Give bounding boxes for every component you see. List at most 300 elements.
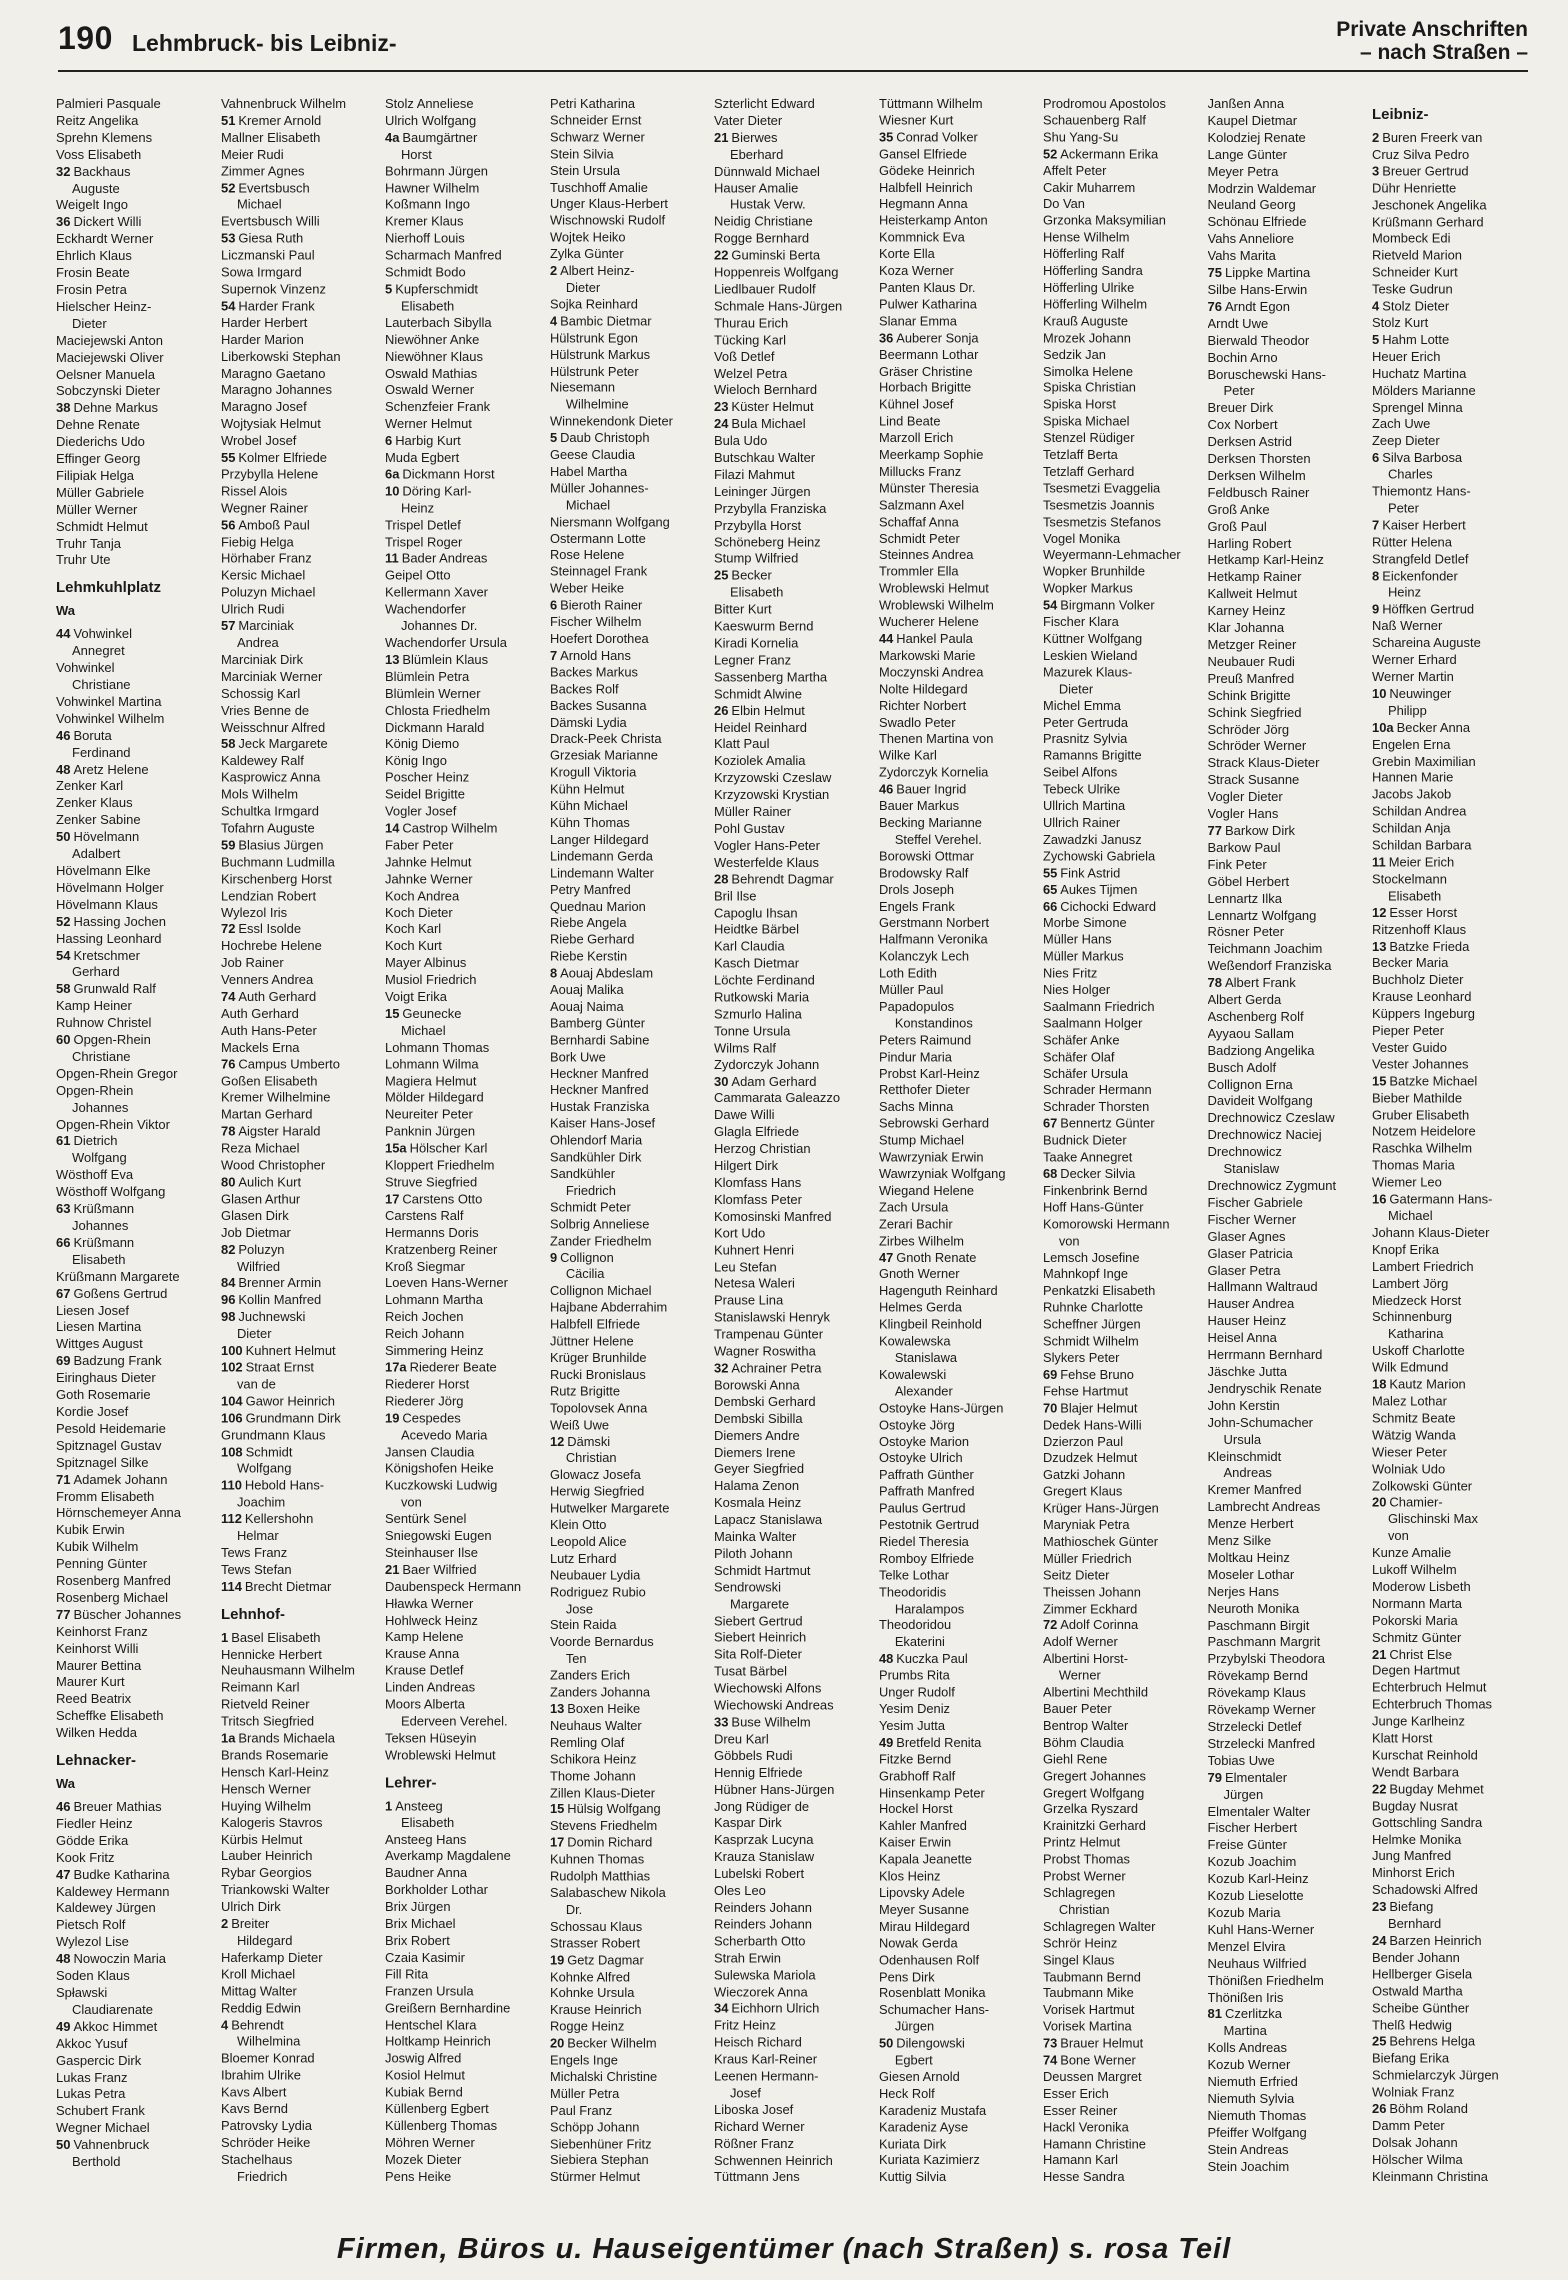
resident-entry: Truhr Ute: [56, 552, 111, 568]
resident-entry: Uskoff Charlotte: [1372, 1343, 1465, 1359]
resident-entry: 68 Decker Silvia: [1042, 1166, 1135, 1182]
resident-entry: Bamberg Günter: [549, 1015, 645, 1031]
resident-entry: Wolniak Franz: [1372, 2084, 1455, 2100]
resident-entry: Wätzig Wanda: [1372, 1427, 1456, 1443]
resident-entry: Mazurek Klaus-: [1042, 664, 1132, 680]
resident-entry: Strah Erwin: [713, 1950, 781, 1966]
resident-entry: Müller Friedrich: [1042, 1550, 1132, 1566]
resident-entry: Jäschke Jutta: [1207, 1363, 1287, 1379]
resident-entry: 52 Ackermann Erika: [1042, 146, 1158, 162]
entry-continuation: Christian: [1058, 1902, 1110, 1917]
resident-entry: Kubik Erwin: [56, 1522, 125, 1538]
resident-entry: Baudner Anna: [384, 1865, 467, 1881]
resident-entry: Höfferling Ulrike: [1042, 279, 1134, 295]
entry-continuation: von: [1058, 1233, 1080, 1248]
resident-entry: Theodoridis: [878, 1584, 946, 1600]
resident-entry: Kellermann Xaver: [384, 584, 488, 600]
entry-continuation: Heinz: [400, 500, 434, 516]
resident-entry: Badziong Angelika: [1207, 1042, 1315, 1058]
house-number: 32: [56, 163, 71, 179]
house-number: 84: [220, 1275, 235, 1291]
resident-entry: Stein Raida: [549, 1617, 616, 1633]
house-number: 79: [1207, 1769, 1222, 1785]
page-range-title: Lehmbruck- bis Leibniz-: [132, 30, 397, 56]
resident-entry: Stump Wilfried: [713, 551, 798, 567]
resident-entry: Gödeke Heinrich: [878, 162, 975, 178]
resident-entry: 77 Büscher Johannes: [56, 1606, 182, 1622]
resident-entry: Müller Johannes-: [549, 480, 649, 496]
resident-entry: Schmidt Peter: [549, 1199, 631, 1215]
resident-entry: Meier Rudi: [220, 146, 284, 162]
resident-entry: Paschmann Margrit: [1207, 1634, 1321, 1650]
resident-entry: Karney Heinz: [1207, 603, 1286, 619]
resident-entry: Derksen Astrid: [1207, 434, 1293, 450]
resident-entry: Niemuth Erfried: [1207, 2074, 1298, 2090]
resident-entry: Stolz Anneliese: [384, 96, 474, 111]
resident-entry: Ruhnke Charlotte: [1042, 1300, 1143, 1315]
resident-entry: Meyer Susanne: [878, 1902, 969, 1917]
resident-entry: Hilgert Dirk: [713, 1158, 778, 1174]
resident-entry: Thönißen Friedhelm: [1207, 1972, 1324, 1988]
resident-entry: 102 Straat Ernst: [220, 1359, 314, 1375]
resident-entry: Fitzke Bernd: [878, 1751, 951, 1767]
house-number: 17: [384, 1191, 399, 1207]
resident-entry: Kolanczyk Lech: [878, 948, 969, 964]
entry-continuation: Michael: [400, 1022, 446, 1038]
resident-entry: 4a Baumgärtner: [384, 129, 477, 145]
resident-entry: Krüger Hans-Jürgen: [1042, 1500, 1159, 1516]
resident-entry: Shu Yang-Su: [1042, 129, 1118, 145]
resident-entry: Wösthoff Eva: [56, 1167, 134, 1183]
entry-continuation: Helmar: [236, 1528, 279, 1544]
resident-entry: 7 Arnold Hans: [549, 647, 631, 663]
resident-entry: Lendzian Robert: [220, 887, 316, 903]
house-number: 48: [878, 1651, 893, 1667]
resident-entry: Kavs Albert: [220, 2084, 287, 2100]
house-number: 21: [713, 129, 728, 145]
resident-entry: Echterbruch Thomas: [1372, 1696, 1493, 1712]
resident-entry: 67 Bennertz Günter: [1042, 1116, 1155, 1131]
resident-entry: Gregert Wolfgang: [1042, 1784, 1144, 1800]
house-number: 12: [549, 1433, 564, 1449]
resident-entry: Grzesiak Marianne: [549, 748, 658, 764]
resident-entry: Moltkau Heinz: [1207, 1549, 1290, 1565]
resident-entry: Niersmann Wolfgang: [549, 514, 670, 529]
resident-entry: Engels Frank: [878, 898, 955, 914]
resident-entry: Truhr Tanja: [56, 535, 122, 551]
resident-entry: Rogge Heinz: [549, 2019, 624, 2034]
resident-entry: Moczynski Andrea: [878, 664, 983, 680]
resident-entry: Lohmann Wilma: [384, 1056, 479, 1072]
resident-entry: Zolkowski Günter: [1372, 1477, 1473, 1493]
resident-entry: 63 Krüßmann: [56, 1201, 135, 1217]
house-number: 35: [878, 129, 893, 145]
resident-entry: Glagla Elfriede: [713, 1124, 799, 1140]
entry-continuation: Wilhelmina: [236, 2033, 300, 2049]
house-number: 20: [1372, 1494, 1387, 1510]
resident-entry: Zydorczyk Johann: [713, 1056, 819, 1072]
resident-entry: Wilke Karl: [878, 748, 937, 764]
resident-entry: Krauß Auguste: [1042, 313, 1128, 329]
resident-entry: Geese Claudia: [549, 447, 635, 463]
resident-entry: 69 Fehse Bruno: [1042, 1366, 1134, 1382]
resident-entry: 38 Dehne Markus: [56, 400, 159, 416]
resident-entry: Fiedler Heinz: [56, 1815, 133, 1831]
resident-entry: Cakir Muharrem: [1042, 179, 1135, 195]
resident-entry: Thönißen Iris: [1207, 1989, 1284, 2005]
resident-entry: Höfferling Wilhelm: [1042, 296, 1147, 312]
resident-entry: Mahnkopf Inge: [1042, 1266, 1128, 1282]
resident-entry: Lambrecht Andreas: [1207, 1499, 1321, 1515]
resident-entry: Stenzel Rüdiger: [1042, 430, 1134, 446]
house-number: 36: [878, 330, 893, 345]
resident-entry: Pestotnik Gertrud: [878, 1517, 979, 1533]
house-number: 30: [713, 1073, 728, 1089]
resident-entry: Becking Marianne: [878, 815, 982, 830]
resident-entry: Neuhaus Wilfried: [1207, 1955, 1307, 1971]
resident-entry: Krüßmann Margarete: [56, 1268, 180, 1284]
resident-entry: 15a Hölscher Karl: [384, 1140, 487, 1156]
house-number: 7: [549, 647, 557, 663]
resident-entry: Tetzlaff Gerhard: [1042, 463, 1134, 479]
resident-entry: Strack Susanne: [1207, 772, 1300, 788]
resident-entry: Küppers Ingeburg: [1372, 1006, 1476, 1022]
resident-entry: Böhm Claudia: [1042, 1734, 1124, 1750]
resident-entry: Salzmann Axel: [878, 497, 964, 513]
resident-entry: Schäfer Ursula: [1042, 1065, 1128, 1081]
entry-continuation: Dieter: [236, 1326, 272, 1341]
resident-entry: Kuhnen Thomas: [549, 1851, 644, 1867]
resident-entry: Schneider Kurt: [1372, 264, 1458, 280]
resident-entry: Liczmanski Paul: [220, 247, 315, 263]
resident-entry: Oelsner Manuela: [56, 366, 155, 382]
house-number: 50: [878, 2035, 893, 2051]
resident-entry: Schröder Jörg: [1207, 721, 1290, 737]
resident-entry: Wösthoff Wolfgang: [56, 1184, 166, 1200]
house-number: 9: [549, 1249, 557, 1265]
resident-entry: Heisel Anna: [1207, 1330, 1277, 1346]
resident-entry: Göbel Herbert: [1207, 873, 1290, 889]
resident-entry: Teske Gudrun: [1372, 281, 1453, 297]
resident-entry: Maryniak Petra: [1042, 1517, 1129, 1533]
resident-entry: Niewöhner Klaus: [384, 348, 483, 364]
entry-continuation: Christiane: [72, 677, 131, 692]
resident-entry: Trampenau Günter: [713, 1326, 823, 1342]
resident-entry: 49 Akkoc Himmet: [56, 2018, 158, 2034]
resident-entry: Müller Hans: [1042, 932, 1112, 947]
resident-entry: Malez Lothar: [1372, 1393, 1447, 1409]
resident-entry: Schmitz Günter: [1372, 1629, 1462, 1645]
resident-entry: Sprengel Minna: [1372, 399, 1463, 415]
resident-entry: Hochrebe Helene: [220, 938, 322, 954]
resident-entry: Müller Werner: [56, 501, 138, 517]
resident-entry: Mittag Walter: [220, 1983, 297, 1999]
resident-entry: Thomas Maria: [1372, 1157, 1455, 1173]
resident-entry: Kasch Dietmar: [713, 955, 799, 971]
resident-entry: Werner Erhard: [1372, 652, 1457, 668]
resident-entry: Gansel Elfriede: [878, 146, 967, 162]
resident-entry: Niemuth Thomas: [1207, 2107, 1307, 2123]
entry-continuation: Ferdinand: [72, 744, 131, 760]
resident-entry: Vester Johannes: [1372, 1056, 1469, 1072]
resident-entry: Kosiol Helmut: [384, 2067, 465, 2083]
resident-entry: Butschkau Walter: [713, 450, 815, 465]
entry-continuation: Michael: [1387, 1208, 1433, 1224]
resident-entry: Pfeiffer Wolfgang: [1207, 2124, 1307, 2140]
house-number: 17: [549, 1835, 564, 1850]
resident-entry: Taubmann Mike: [1042, 1985, 1134, 2001]
house-number: 8: [549, 965, 557, 981]
resident-entry: Halbfell Heinrich: [878, 179, 973, 195]
resident-entry: 106 Grundmann Dirk: [220, 1410, 341, 1426]
house-number: 3: [1372, 163, 1380, 179]
resident-entry: Ayyaou Sallam: [1207, 1025, 1294, 1041]
resident-entry: Tüttmann Wilhelm: [878, 96, 983, 111]
resident-entry: Szterlicht Edward: [713, 96, 815, 111]
resident-entry: Kiradi Kornelia: [713, 635, 798, 651]
house-number: 18: [1372, 1376, 1387, 1392]
resident-entry: Miedzeck Horst: [1372, 1292, 1462, 1308]
resident-entry: 1 Ansteeg: [384, 1798, 443, 1813]
directory-column: [714, 96, 875, 2186]
resident-entry: Komorowski Hermann: [1042, 1216, 1169, 1232]
resident-entry: Keinhorst Willi: [56, 1640, 139, 1656]
resident-entry: Bochin Arno: [1207, 349, 1278, 365]
house-number: 25: [713, 568, 728, 583]
resident-entry: Klomfass Hans: [713, 1174, 801, 1190]
resident-entry: Poluzyn Michael: [220, 584, 315, 600]
entry-continuation: Konstandinos: [894, 1015, 973, 1031]
resident-entry: Kaeswurm Bernd: [713, 618, 813, 634]
resident-entry: Penning Günter: [56, 1556, 148, 1572]
entry-continuation: Hildegard: [236, 1932, 292, 1948]
entry-continuation: Johannes: [72, 1099, 129, 1115]
house-number: 76: [220, 1056, 235, 1072]
resident-entry: 5 Daub Christoph: [549, 430, 649, 446]
resident-entry: 76 Arndt Egon: [1207, 298, 1291, 314]
resident-entry: 44 Hankel Paula: [878, 631, 973, 646]
resident-entry: Bauer Markus: [878, 798, 959, 814]
resident-entry: Klein Otto: [549, 1517, 606, 1533]
resident-entry: Rutz Brigitte: [549, 1383, 620, 1399]
resident-entry: Lohmann Thomas: [384, 1039, 489, 1055]
resident-entry: Schossau Klaus: [549, 1918, 642, 1934]
resident-entry: Helmes Gerda: [878, 1300, 962, 1315]
house-number: 51: [220, 112, 235, 128]
resident-entry: Grzonka Maksymilian: [1042, 213, 1166, 228]
resident-entry: Mozek Dieter: [384, 2151, 461, 2167]
resident-entry: Pohl Gustav: [713, 820, 785, 836]
resident-entry: Salabaschew Nikola: [549, 1885, 666, 1901]
resident-entry: Mallner Elisabeth: [220, 129, 320, 145]
resident-entry: Schmale Hans-Jürgen: [713, 298, 842, 314]
resident-entry: Damm Peter: [1372, 2118, 1445, 2134]
resident-entry: Effinger Georg: [56, 451, 141, 467]
entry-continuation: Michael: [565, 497, 610, 513]
resident-entry: Echterbruch Helmut: [1372, 1680, 1487, 1696]
house-number: 2: [549, 263, 557, 279]
house-number: 14: [384, 820, 399, 836]
resident-entry: Hövelmann Elke: [56, 862, 151, 878]
resident-entry: Lauber Heinrich: [220, 1848, 312, 1864]
resident-entry: 84 Brenner Armin: [220, 1275, 321, 1291]
resident-entry: Rosenberg Michael: [56, 1589, 169, 1605]
resident-entry: Kaiser Hans-Josef: [549, 1116, 655, 1131]
resident-entry: Glaser Patricia: [1207, 1245, 1293, 1261]
house-number: 13: [549, 1701, 564, 1717]
house-number: 13: [384, 652, 399, 667]
resident-entry: Breuer Dirk: [1207, 400, 1274, 416]
resident-entry: Glasen Arthur: [220, 1191, 300, 1207]
resident-entry: Scheffner Jürgen: [1042, 1316, 1141, 1332]
resident-entry: Pesold Heidemarie: [56, 1420, 166, 1436]
house-number: 23: [1372, 1899, 1387, 1915]
street-heading: Leibniz-: [1372, 105, 1429, 123]
resident-entry: Rövekamp Werner: [1207, 1702, 1316, 1718]
resident-entry: Schauenberg Ralf: [1042, 112, 1146, 128]
resident-entry: Hülstrunk Markus: [549, 346, 650, 362]
resident-entry: Steinnes Andrea: [878, 547, 973, 563]
house-number: 44: [56, 626, 71, 642]
resident-entry: Schröder Werner: [1207, 738, 1307, 754]
resident-entry: Lauterbach Sibylla: [384, 315, 492, 330]
resident-entry: Auth Hans-Peter: [220, 1022, 317, 1038]
resident-entry: 75 Lippke Martina: [1207, 265, 1311, 281]
resident-entry: Kamp Helene: [384, 1629, 464, 1645]
resident-entry: Holtkamp Heinrich: [384, 2033, 491, 2049]
entry-continuation: Andreas: [1223, 1465, 1272, 1481]
resident-entry: Geipel Otto: [384, 567, 451, 583]
resident-entry: Maragno Johannes: [220, 382, 332, 398]
entry-continuation: Peter: [1223, 383, 1255, 399]
resident-entry: Sprehn Klemens: [56, 129, 153, 145]
house-number: 7: [1372, 517, 1380, 533]
house-number: 74: [1042, 2052, 1057, 2068]
street-heading: Lehrer-: [384, 1774, 437, 1792]
house-number: 46: [878, 781, 893, 797]
resident-entry: Wiechowski Alfons: [713, 1680, 821, 1696]
resident-entry: Strzelecki Detlef: [1207, 1719, 1302, 1734]
resident-entry: Kasprzak Lucyna: [713, 1832, 813, 1848]
resident-entry: Cox Norbert: [1207, 417, 1278, 433]
resident-entry: Rosenberg Manfred: [56, 1573, 171, 1589]
resident-entry: Voigt Erika: [384, 989, 447, 1004]
resident-entry: Kook Fritz: [56, 1849, 115, 1865]
resident-entry: Pens Heike: [384, 2168, 451, 2184]
section-title-line-2: – nach Straßen –: [1359, 41, 1528, 64]
resident-entry: Zimmer Eckhard: [1042, 1601, 1137, 1616]
house-number: 1: [220, 1629, 228, 1645]
resident-entry: 58 Jeck Margarete: [220, 736, 328, 752]
resident-entry: Teksen Hüseyin: [384, 1730, 476, 1746]
house-number: 82: [220, 1241, 235, 1257]
resident-entry: 82 Poluzyn: [220, 1241, 285, 1257]
resident-entry: 114 Brecht Dietmar: [220, 1578, 331, 1594]
resident-entry: Kowalewska: [878, 1333, 950, 1349]
directory-column: [1043, 96, 1202, 2186]
resident-entry: Wroblewski Wilhelm: [878, 597, 994, 613]
resident-entry: Zirbes Wilhelm: [878, 1233, 964, 1248]
resident-entry: 52 Hassing Jochen: [56, 913, 166, 929]
resident-entry: Derksen Wilhelm: [1207, 467, 1306, 483]
resident-entry: 48 Aretz Helene: [56, 761, 149, 777]
house-number: 34: [713, 2000, 728, 2016]
resident-entry: Hörnschemeyer Anna: [56, 1505, 182, 1521]
resident-entry: Komosinski Manfred: [713, 1208, 831, 1224]
resident-entry: Strangfeld Detlef: [1372, 551, 1469, 567]
resident-entry: Wopker Markus: [1042, 580, 1133, 596]
resident-entry: Kloppert Friedhelm: [384, 1157, 494, 1173]
resident-entry: Singel Klaus: [1042, 1952, 1114, 1968]
resident-entry: Fehse Hartmut: [1042, 1383, 1128, 1399]
resident-entry: Odenhausen Rolf: [878, 1952, 979, 1968]
resident-entry: Chlosta Friedhelm: [384, 702, 490, 718]
resident-entry: Karl Claudia: [713, 938, 785, 954]
resident-entry: Harling Robert: [1207, 535, 1292, 551]
entry-continuation: Michael: [236, 197, 282, 213]
entry-continuation: Stanislawa: [894, 1350, 957, 1366]
resident-entry: Piloth Johann: [713, 1545, 793, 1561]
resident-entry: Stolz Kurt: [1372, 315, 1429, 331]
resident-entry: Capoglu Ihsan: [713, 905, 798, 921]
resident-entry: Kohnke Alfred: [549, 1968, 630, 1984]
entry-continuation: Martina: [1223, 2023, 1267, 2039]
resident-entry: Hajbane Abderrahim: [549, 1300, 667, 1315]
entry-continuation: Wolfgang: [236, 1460, 291, 1476]
house-number: 66: [1042, 898, 1057, 914]
resident-entry: Voorde Bernardus: [549, 1634, 654, 1650]
resident-entry: Drechnowicz: [1207, 1144, 1282, 1160]
resident-entry: Pokorski Maria: [1372, 1612, 1458, 1628]
resident-entry: Collignon Michael: [549, 1283, 652, 1299]
resident-entry: Dühr Henriette: [1372, 180, 1457, 196]
house-number: 33: [713, 1714, 728, 1730]
resident-entry: Grabhoff Ralf: [878, 1768, 955, 1784]
resident-entry: Sedzik Jan: [1042, 346, 1106, 362]
resident-entry: Küttner Wolfgang: [1042, 631, 1142, 646]
resident-entry: Zander Friedhelm: [549, 1233, 651, 1248]
resident-entry: Ramanns Brigitte: [1042, 748, 1142, 764]
resident-entry: Rodriguez Rubio: [549, 1584, 646, 1600]
resident-entry: Wachendorfer: [384, 601, 466, 617]
resident-entry: Stockelmann: [1372, 871, 1447, 887]
resident-entry: 50 Hövelmann: [56, 829, 140, 845]
resident-entry: Wilk Edmund: [1372, 1359, 1449, 1375]
resident-entry: Solbrig Anneliese: [549, 1216, 649, 1232]
house-number: 8: [1372, 567, 1380, 583]
resident-entry: 67 Goßens Gertrud: [56, 1285, 168, 1301]
resident-entry: Buchmann Ludmilla: [220, 854, 335, 870]
resident-entry: Zenker Karl: [56, 778, 124, 794]
resident-entry: Remling Olaf: [549, 1734, 624, 1750]
resident-entry: Wucherer Helene: [878, 614, 979, 630]
resident-entry: Wrobel Josef: [220, 432, 296, 448]
resident-entry: Krause Anna: [384, 1646, 459, 1662]
resident-entry: 19 Getz Dagmar: [549, 1952, 644, 1968]
resident-entry: Nies Holger: [1042, 982, 1110, 998]
house-number: 81: [1207, 2006, 1222, 2022]
resident-entry: 14 Castrop Wilhelm: [384, 820, 497, 836]
resident-entry: Elmentaler Walter: [1207, 1803, 1311, 1819]
entry-continuation: Egbert: [894, 2052, 933, 2068]
resident-entry: Stanislawski Henryk: [713, 1309, 830, 1325]
resident-entry: Hegmann Anna: [878, 196, 968, 212]
resident-entry: Schöpp Johann: [549, 2119, 639, 2135]
resident-entry: Weigelt Ingo: [56, 197, 129, 213]
resident-entry: Nerjes Hans: [1207, 1583, 1280, 1599]
resident-entry: Stein Andreas: [1207, 2141, 1289, 2157]
house-number: 98: [220, 1309, 235, 1325]
